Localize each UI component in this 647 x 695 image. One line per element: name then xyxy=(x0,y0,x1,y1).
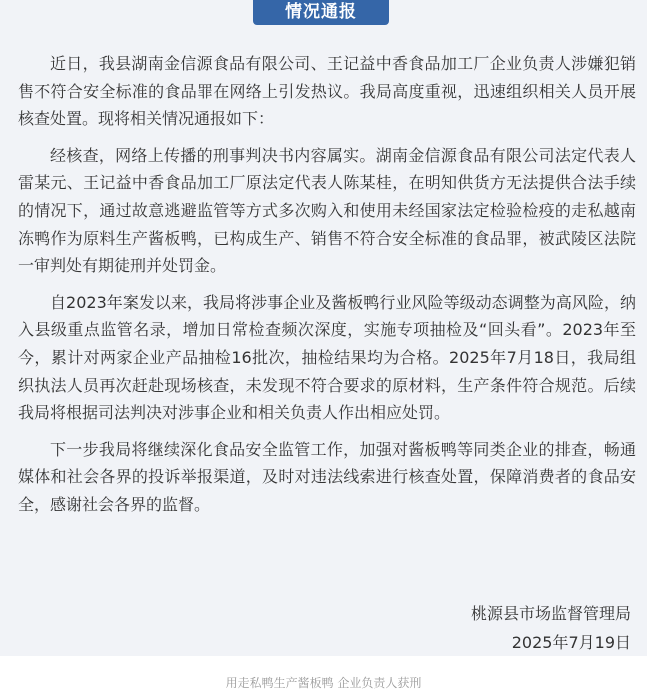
notice-body xyxy=(18,50,636,528)
signature-organization: 桃源县市场监督管理局 xyxy=(470,604,631,623)
signature-date: 2025年7月19日 xyxy=(511,633,631,652)
notice-paragraph-next-steps: 下一步我局将继续深化食品安全监管工作，加强对酱板鸭等同类企业的排查，畅通媒体和社会各界的投诉举报渠道，及时对违法线索进行核查处置，保障消费者的食品安全，感谢社会各界的监督。 xyxy=(18,439,636,514)
image-caption: 用走私鸭生产酱板鸭 企业负责人获刑 xyxy=(225,676,422,690)
notice-paragraph-findings: 经核查，网络上传播的刑事判决书内容属实。湖南金信源食品有限公司法定代表人雷某元、王记益中香食品加工厂原法定代表人陈某桂，在明知供货方无法提供合法手续的情况下，通过故意逃避监管等方式多次购入和使用未经国家法定检验检疫的走私越南冻鸭作为原料生产酱板鸭，已构成生产、销售不符合安全标准的食品罪，被武陵区法院一审判处有期徒刑并处罚金。 xyxy=(18,145,636,276)
notice-paragraph-supervision: 自2023年案发以来，我局将涉事企业及酱板鸭行业风险等级动态调整为高风险，纳入县级重点监管名录，增加日常检查频次深度，实施专项抽检及“回头看”。2023年至今，累计对两家企业产品抽检16批次，抽检结果均为合格。2025年7月18日，我局组织执法人员再次赶赴现场核查，未发现不符合要求的原材料，生产条件符合规范。后续我局将根据司法判决对涉事企业和相关负责人作出相应处罚。 xyxy=(18,292,636,423)
notice-title-badge: 情况通报 xyxy=(253,0,389,25)
notice-paragraph-intro: 近日，我县湖南金信源食品有限公司、王记益中香食品加工厂企业负责人涉嫌犯销售不符合安全标准的食品罪在网络上引发热议。我局高度重视，迅速组织相关人员开展核查处置。现将相关情况通报如下： xyxy=(18,54,636,129)
